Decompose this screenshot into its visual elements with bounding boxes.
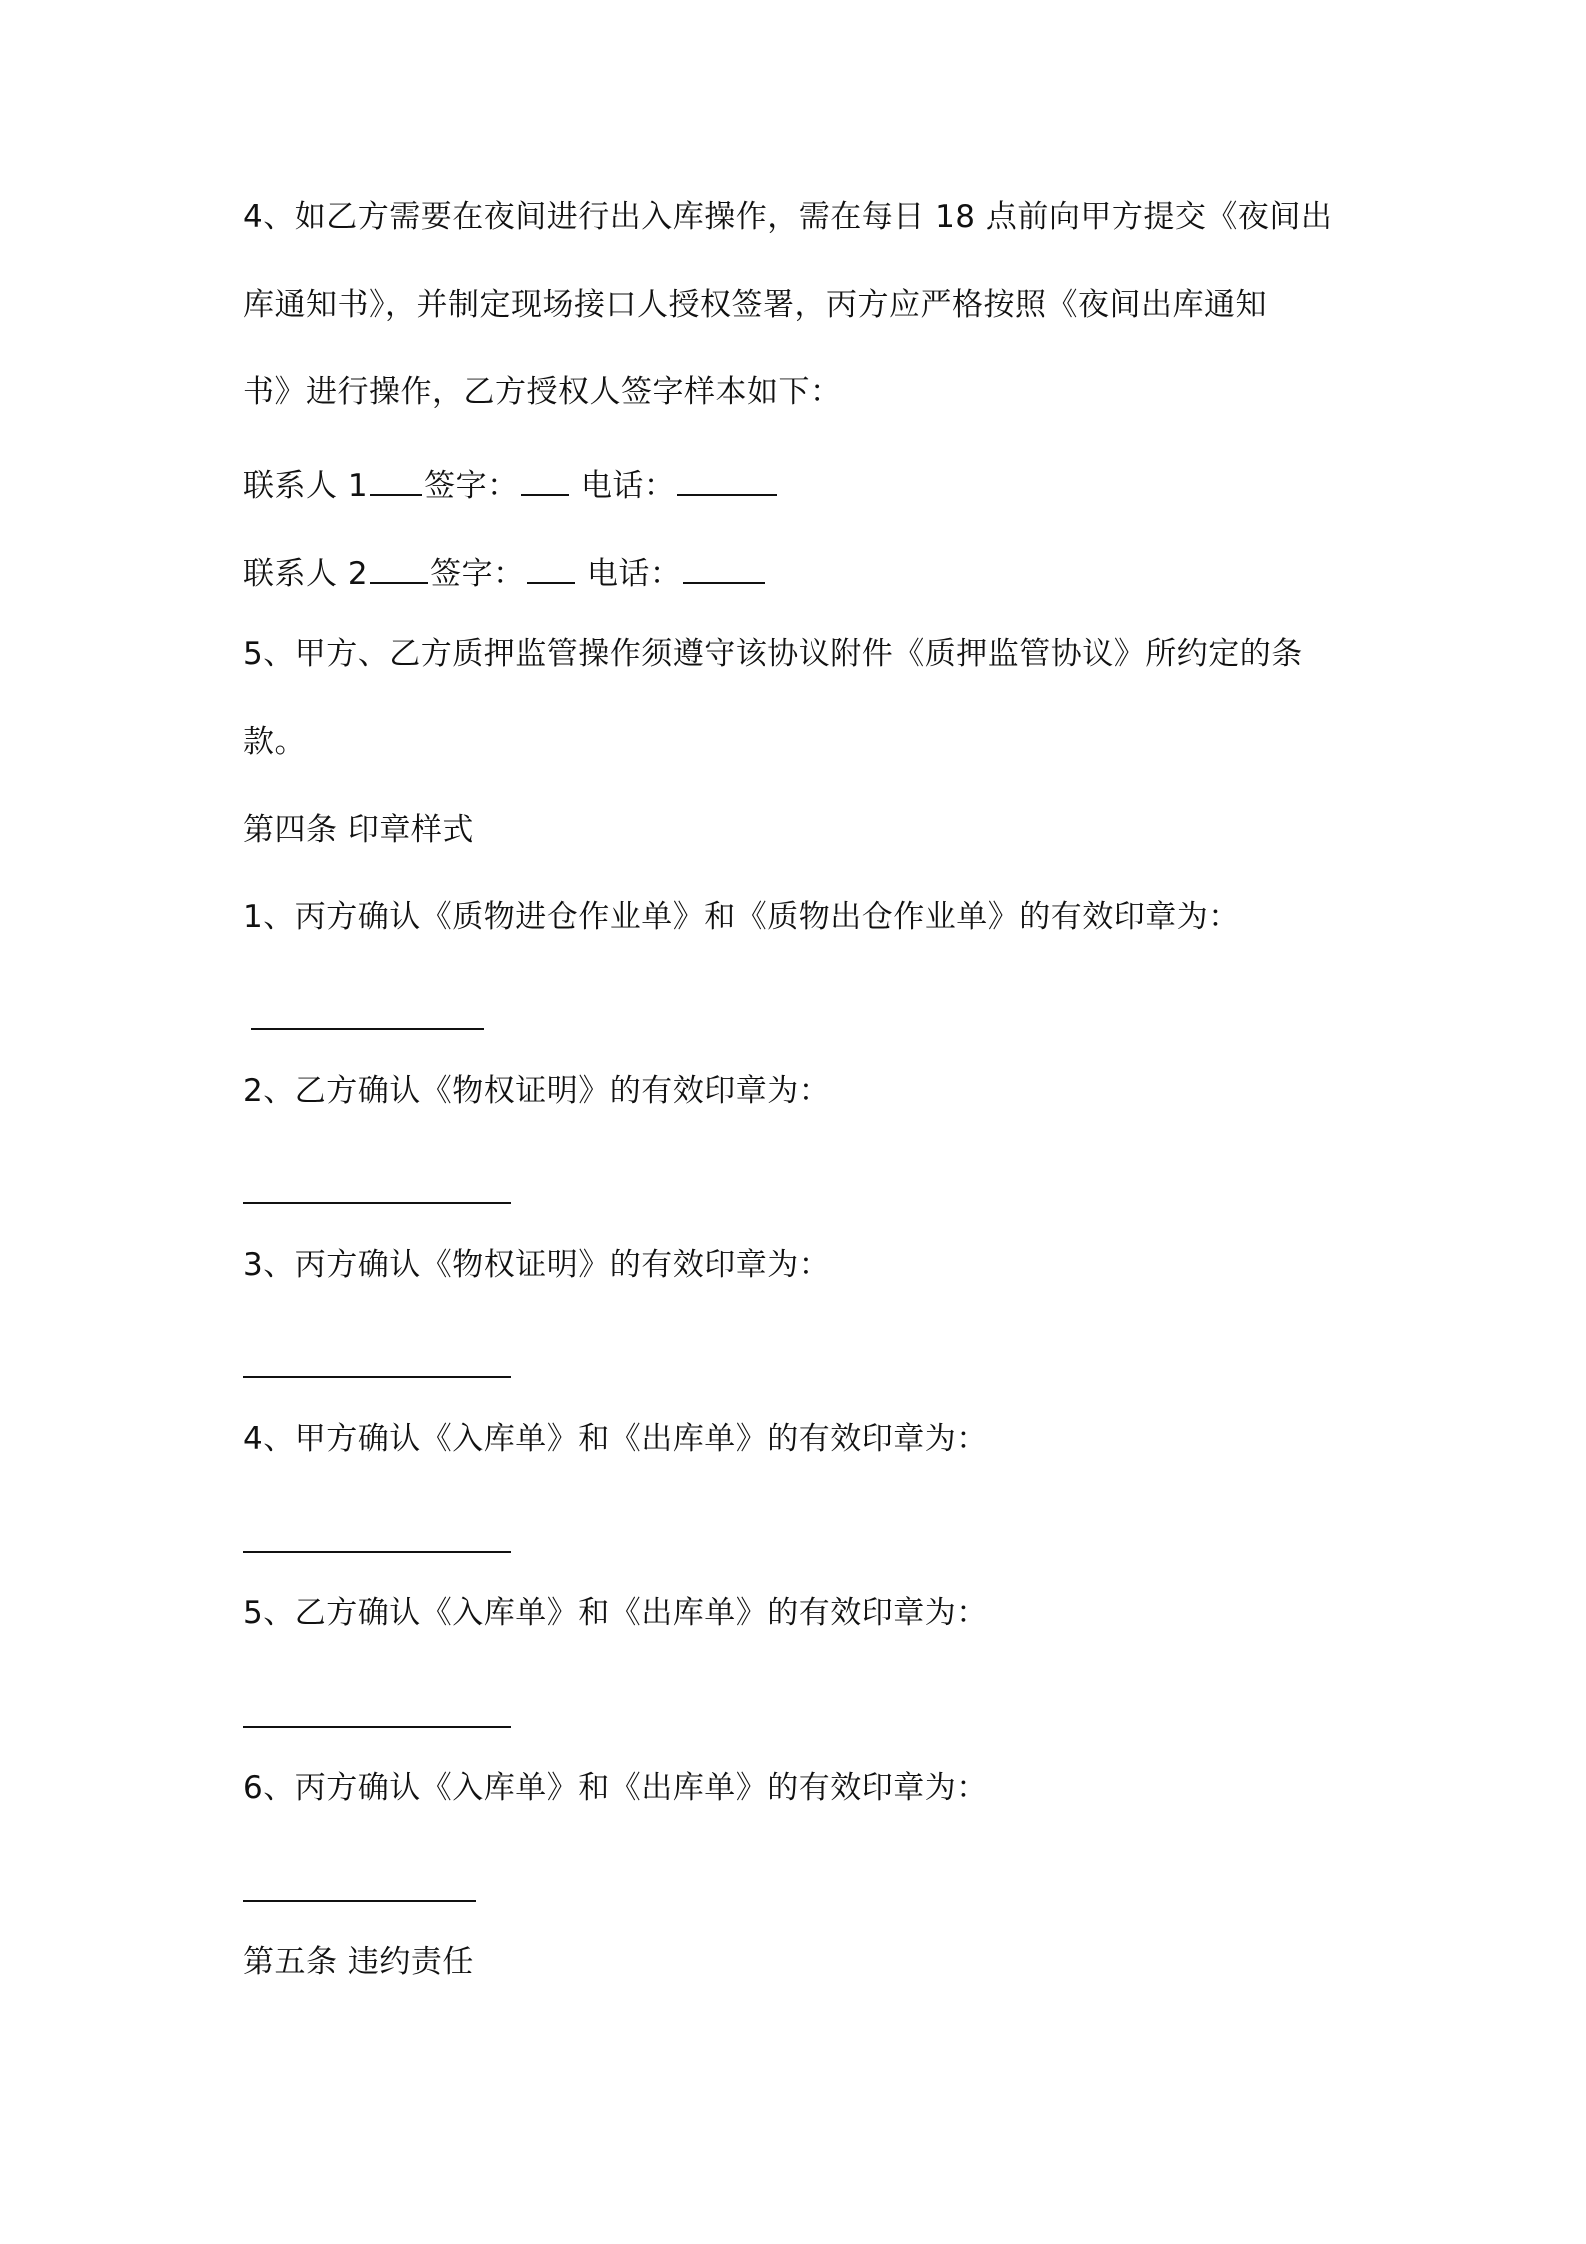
- clause-4-item-4-line-2: 库通知书》，并制定现场接口人授权签署，丙方应严格按照《夜间出库通知: [243, 287, 1267, 323]
- seal-item-1: 1、丙方确认《质物进仓作业单》和《质物出仓作业单》的有效印章为：: [243, 899, 1240, 935]
- article-5-heading: 第五条 违约责任: [243, 1944, 474, 1980]
- contact-2-sign-blank: [527, 552, 575, 584]
- contact-1-phone-label: 电话：: [580, 468, 676, 504]
- seal-item-2: 2、乙方确认《物权证明》的有效印章为：: [243, 1073, 831, 1109]
- contact-2-row: [243, 552, 767, 594]
- contact-2-sign-label: 签字：: [430, 556, 525, 592]
- seal-item-4: 4、甲方确认《入库单》和《出库单》的有效印章为：: [243, 1421, 988, 1457]
- article-4-heading: 第四条 印章样式: [243, 812, 474, 848]
- contact-2-label: 联系人 2: [243, 556, 369, 592]
- contact-1-row: [243, 464, 779, 506]
- seal-item-2-blank: [243, 1202, 511, 1204]
- contact-1-name-blank: [370, 464, 422, 496]
- seal-item-6-blank: [243, 1900, 476, 1902]
- seal-item-5-blank: [243, 1726, 511, 1728]
- contact-2-phone-label: 电话：: [586, 556, 682, 592]
- seal-item-5: 5、乙方确认《入库单》和《出库单》的有效印章为：: [243, 1595, 988, 1631]
- contact-1-sign-label: 签字：: [424, 468, 519, 504]
- clause-4-item-4-line-1: 4、如乙方需要在夜间进行出入库操作，需在每日 18 点前向甲方提交《夜间出: [243, 199, 1333, 235]
- seal-item-3: 3、丙方确认《物权证明》的有效印章为：: [243, 1247, 831, 1283]
- contact-2-phone-blank: [683, 552, 765, 584]
- clause-4-item-5-line-1: 5、甲方、乙方质押监管操作须遵守该协议附件《质押监管协议》所约定的条: [243, 636, 1303, 672]
- contact-1-phone-blank: [677, 464, 777, 496]
- seal-item-6: 6、丙方确认《入库单》和《出库单》的有效印章为：: [243, 1770, 988, 1806]
- clause-4-item-4-line-3: 书》进行操作，乙方授权人签字样本如下：: [243, 374, 842, 410]
- contact-1-sign-blank: [521, 464, 569, 496]
- seal-item-4-blank: [243, 1551, 511, 1553]
- seal-item-3-blank: [243, 1376, 511, 1378]
- contact-1-label: 联系人 1: [243, 468, 369, 504]
- clause-4-item-5-line-2: 款。: [243, 724, 306, 760]
- contact-2-name-blank: [370, 552, 428, 584]
- seal-item-1-blank: [251, 1028, 484, 1030]
